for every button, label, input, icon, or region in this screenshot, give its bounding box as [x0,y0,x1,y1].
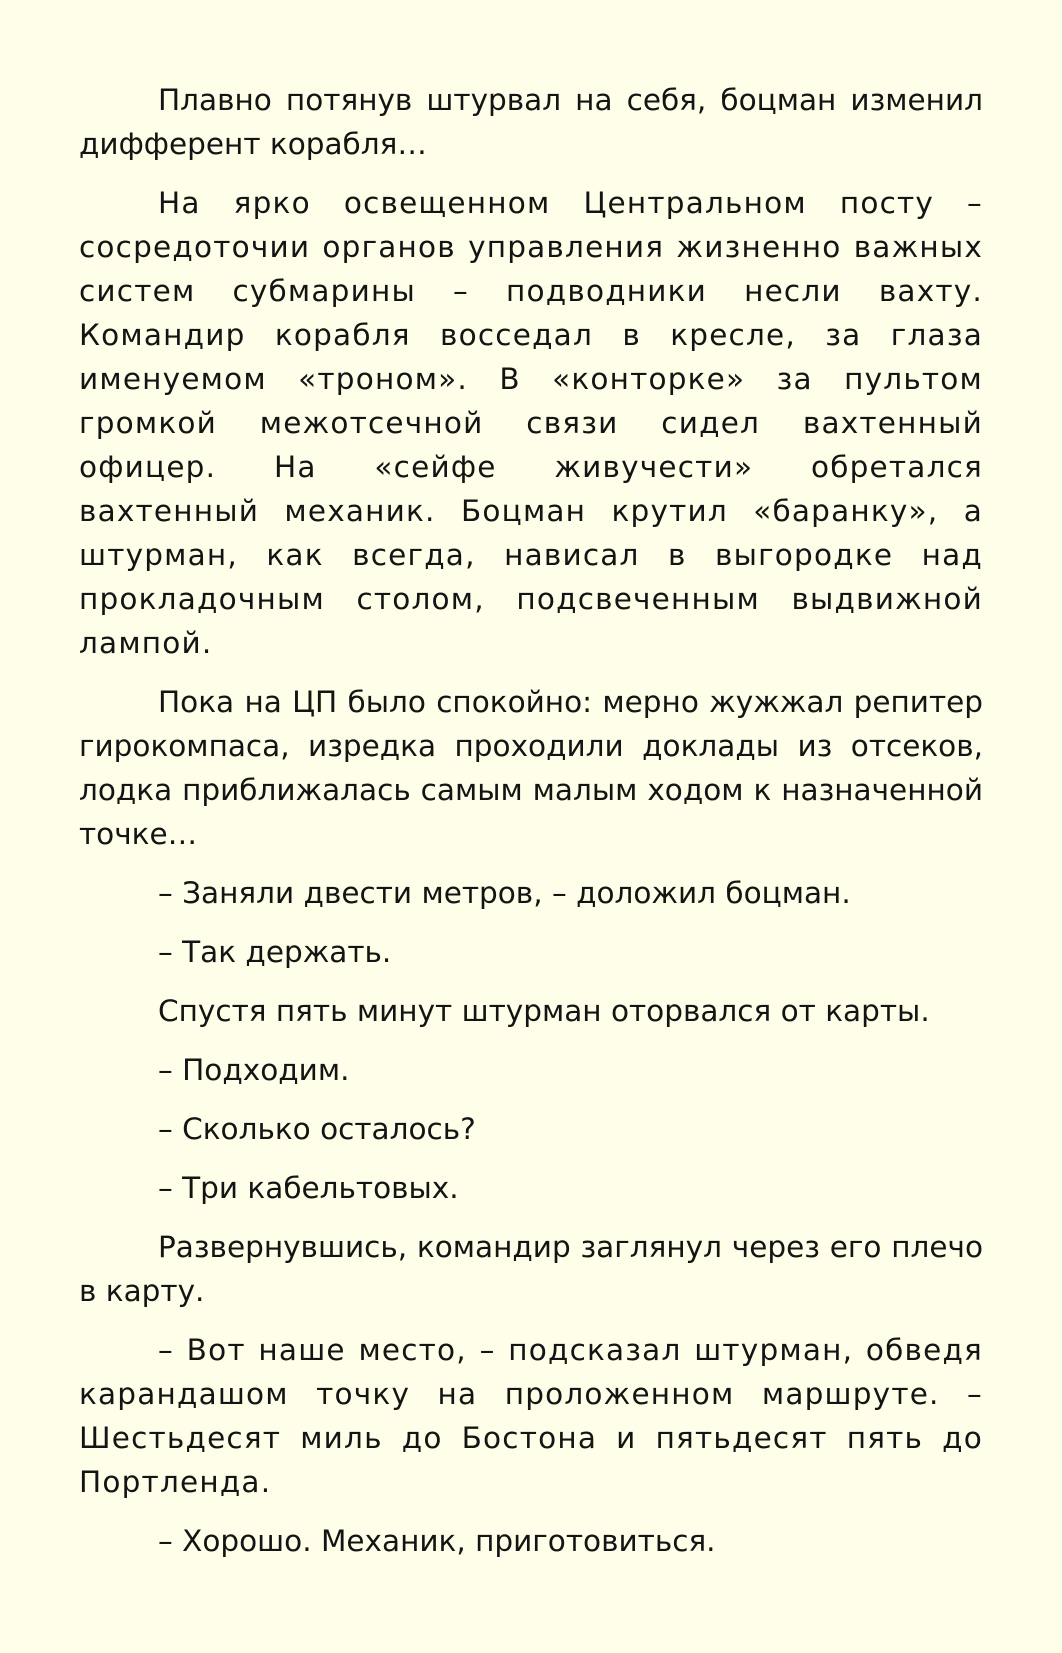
paragraph-5: – Так держать. [158,935,392,969]
paragraph-7: – Подходим. [158,1053,350,1087]
paragraph-3: Пока на ЦП было спокойно: мерно жужжал репитер гирокомпаса, изредка проходили доклады из отсеков, лодка приближалась самым малым ходом к назначенной точке… [79,685,983,851]
paragraph-10: Развернувшись, командир заглянул через его плечо в карту. [79,1230,983,1308]
paragraph-11: – Вот наше место, – подсказал штурман, обведя карандашом точку на проложенном маршруте. – Шестьдесят миль до Бостона и пятьдесят пять до Портленда. [79,1333,983,1499]
paragraph-9: – Три кабельтовых. [158,1171,459,1205]
paragraph-1: Плавно потянув штурвал на себя, боцман изменил дифферент корабля… [79,83,983,161]
paragraph-2: На ярко освещенном Центральном посту – сосредоточии органов управления жизненно важных систем субмарины – подводники несли вахту. Командир корабля восседал в кресле, за глаза именуемом «троном». В «конторке» за пультом громкой межотсечной связи сидел вахтенный офицер. На «сейфе живучести» обретался вахтенный механик. Боцман крутил «баранку», а штурман, как всегда, нависал в выгородке над прокладочным столом, подсвеченным выдвижной лампой. [79,186,983,660]
paragraph-4: – Заняли двести метров, – доложил боцман. [158,876,851,910]
paragraph-12: – Хорошо. Механик, приготовиться. [158,1524,716,1558]
page-text [79,78,983,1578]
paragraph-8: – Сколько осталось? [158,1112,476,1146]
paragraph-6: Спустя пять минут штурман оторвался от карты. [158,994,930,1028]
